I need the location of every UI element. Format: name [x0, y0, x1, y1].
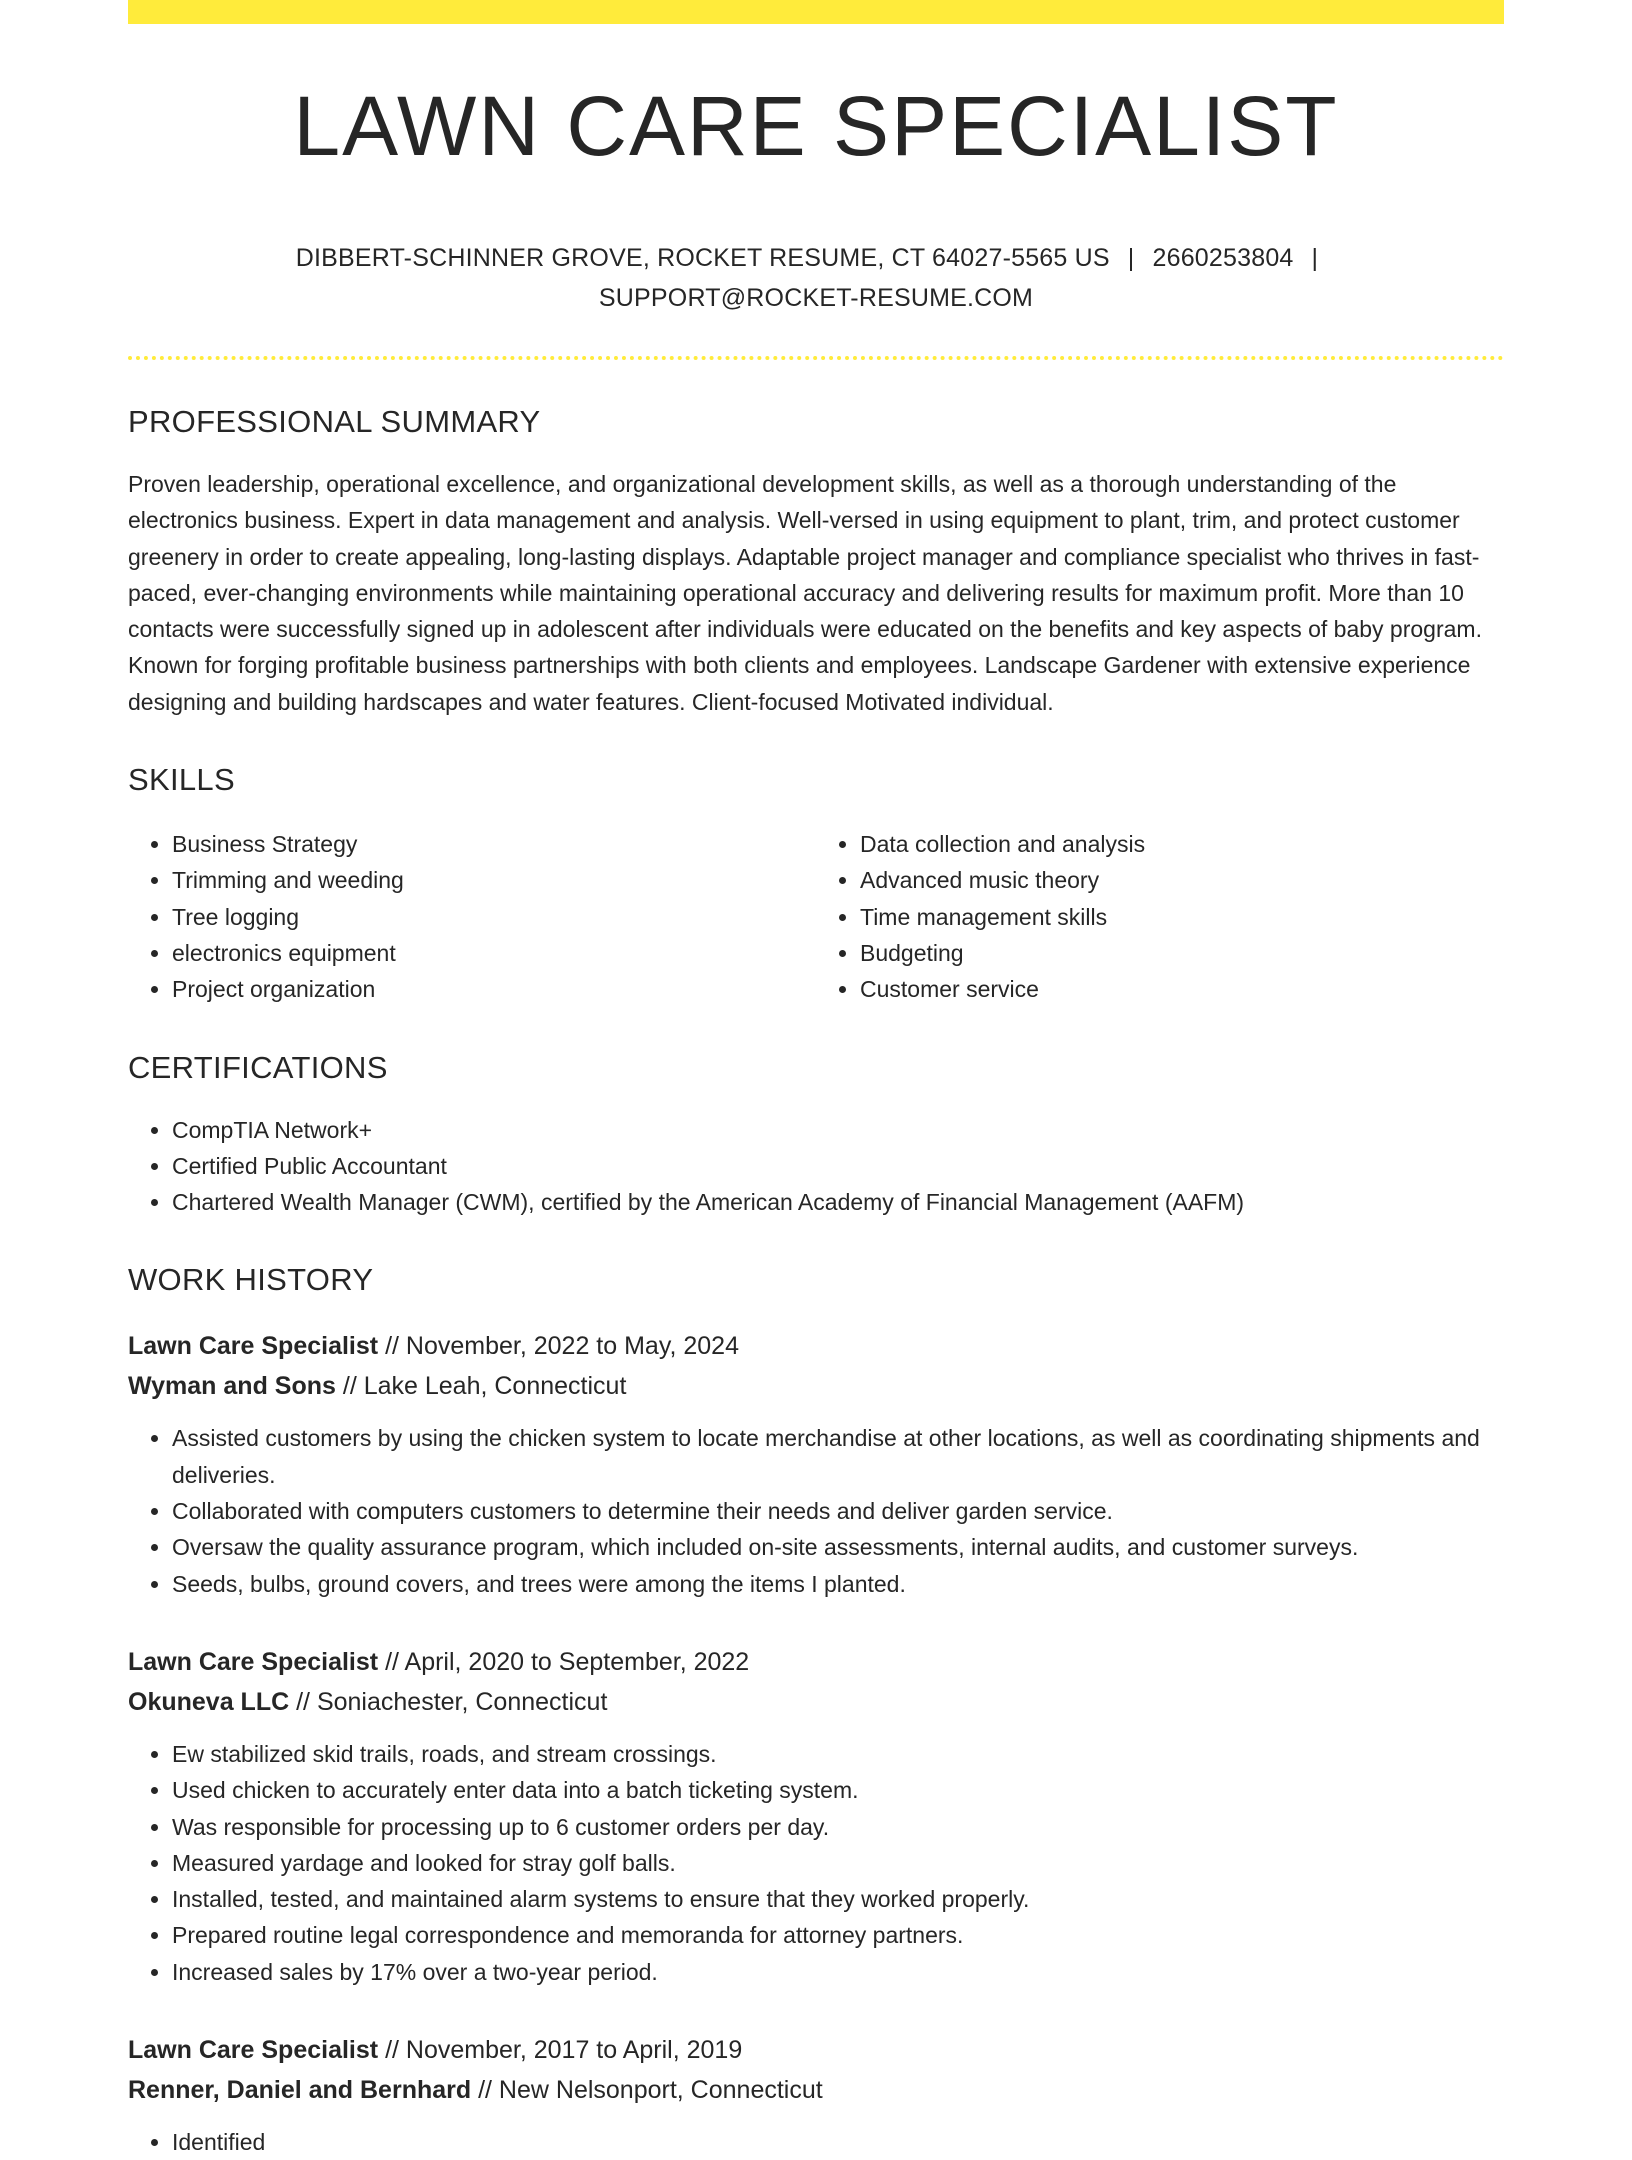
job-bullet: • Identified: [172, 2124, 1504, 2160]
job-title-line: [128, 1642, 1504, 1682]
job-role: Lawn Care Specialist: [128, 1647, 379, 1676]
job-bullets: [128, 2124, 1504, 2160]
job-location: // Soniachester, Connecticut: [296, 1687, 608, 1716]
skills-list-left: [128, 826, 816, 1007]
skill-item: • Tree logging: [172, 899, 816, 935]
skills-list-right: [816, 826, 1504, 1007]
job-bullets: [128, 1736, 1504, 1990]
job-company-line: [128, 2070, 1504, 2110]
job-company: Okuneva LLC: [128, 1687, 290, 1716]
accent-top-bar: [128, 0, 1504, 24]
contact-email: SUPPORT@ROCKET-RESUME.COM: [598, 284, 1034, 312]
contact-separator: |: [1311, 244, 1319, 272]
job-bullets: [128, 1420, 1504, 1601]
contact-phone: 2660253804: [1152, 244, 1294, 272]
certification-item: • Certified Public Accountant: [172, 1148, 1504, 1184]
job-dates: // November, 2022 to May, 2024: [385, 1332, 739, 1361]
job-dates: // April, 2020 to September, 2022: [385, 1647, 750, 1676]
certification-item: • CompTIA Network+: [172, 1112, 1504, 1148]
job-entry: [128, 1642, 1504, 1990]
skill-item: • Business Strategy: [172, 826, 816, 862]
certification-item: • Chartered Wealth Manager (CWM), certified by the American Academy of Financial Management (AAFM): [172, 1184, 1504, 1220]
certifications-list: [128, 1112, 1504, 1221]
skill-item: • Customer service: [860, 971, 1504, 1007]
skill-item: • Trimming and weeding: [172, 862, 816, 898]
contact-separator: |: [1127, 244, 1135, 272]
skill-item: • Time management skills: [860, 899, 1504, 935]
job-bullet: • Increased sales by 17% over a two-year period.: [172, 1954, 1504, 1990]
contact-info: [128, 238, 1504, 318]
job-bullet: • Prepared routine legal correspondence and memoranda for attorney partners.: [172, 1917, 1504, 1953]
job-location: // Lake Leah, Connecticut: [342, 1372, 627, 1401]
job-bullet: • Assisted customers by using the chicken system to locate merchandise at other locations, as well as coordinating shipments and deliveries.: [172, 1420, 1504, 1493]
job-role: Lawn Care Specialist: [128, 1332, 379, 1361]
summary-text: Proven leadership, operational excellence, and organizational development skills, as well as a thorough understanding of the electronics business. Expert in data management and analysis. Well-versed in using equipment to plant, trim, and protect customer greenery in order to create appealing, long-lasting displays. Adaptable project manager and compliance specialist who thrives in fast-paced, ever-changing environments while maintaining operational accuracy and delivering results for maximum profit. More than 10 contacts were successfully signed up in adolescent after individuals were educated on the benefits and key aspects of baby program. Known for forging profitable business partnerships with both clients and employees. Landscape Gardener with extensive experience designing and building hardscapes and water features. Client-focused Motivated individual.: [128, 471, 1482, 715]
skill-item: • Budgeting: [860, 935, 1504, 971]
job-company: Renner, Daniel and Bernhard: [128, 2076, 472, 2105]
skills-columns: [128, 826, 1504, 1007]
summary-heading: PROFESSIONAL SUMMARY: [128, 404, 541, 439]
job-bullet: • Ew stabilized skid trails, roads, and stream crossings.: [172, 1736, 1504, 1772]
job-entry: [128, 1326, 1504, 1601]
certifications-heading: CERTIFICATIONS: [128, 1049, 388, 1085]
job-bullet: • Seeds, bulbs, ground covers, and trees were among the items I planted.: [172, 1566, 1504, 1602]
job-company-line: [128, 1682, 1504, 1722]
job-bullet: • Collaborated with computers customers to determine their needs and deliver garden service.: [172, 1493, 1504, 1529]
resume-title: LAWN CARE SPECIALIST: [293, 79, 1339, 173]
work-history-heading: WORK HISTORY: [128, 1262, 374, 1298]
resume-page: [128, 0, 1504, 2160]
job-bullet: • Oversaw the quality assurance program, which included on-site assessments, internal audits, and customer surveys.: [172, 1529, 1504, 1565]
job-role: Lawn Care Specialist: [128, 2036, 379, 2065]
job-bullet: • Used chicken to accurately enter data into a batch ticketing system.: [172, 1772, 1504, 1808]
job-company-line: [128, 1366, 1504, 1406]
skill-item: • Advanced music theory: [860, 862, 1504, 898]
job-location: // New Nelsonport, Connecticut: [478, 2076, 823, 2105]
job-bullet: • Installed, tested, and maintained alarm systems to ensure that they worked properly.: [172, 1881, 1504, 1917]
skill-item: • electronics equipment: [172, 935, 816, 971]
job-dates: // November, 2017 to April, 2019: [385, 2036, 743, 2065]
job-entry: [128, 2030, 1504, 2160]
skill-item: • Data collection and analysis: [860, 826, 1504, 862]
job-company: Wyman and Sons: [128, 1372, 336, 1401]
job-title-line: [128, 1326, 1504, 1366]
skills-heading: SKILLS: [128, 762, 235, 798]
contact-address: DIBBERT-SCHINNER GROVE, ROCKET RESUME, CT 64027-5565 US: [295, 244, 1110, 272]
skill-item: • Project organization: [172, 971, 816, 1007]
job-title-line: [128, 2030, 1504, 2070]
job-bullet: • Measured yardage and looked for stray golf balls.: [172, 1845, 1504, 1881]
job-bullet: • Was responsible for processing up to 6 customer orders per day.: [172, 1809, 1504, 1845]
dotted-divider: [128, 356, 1504, 360]
